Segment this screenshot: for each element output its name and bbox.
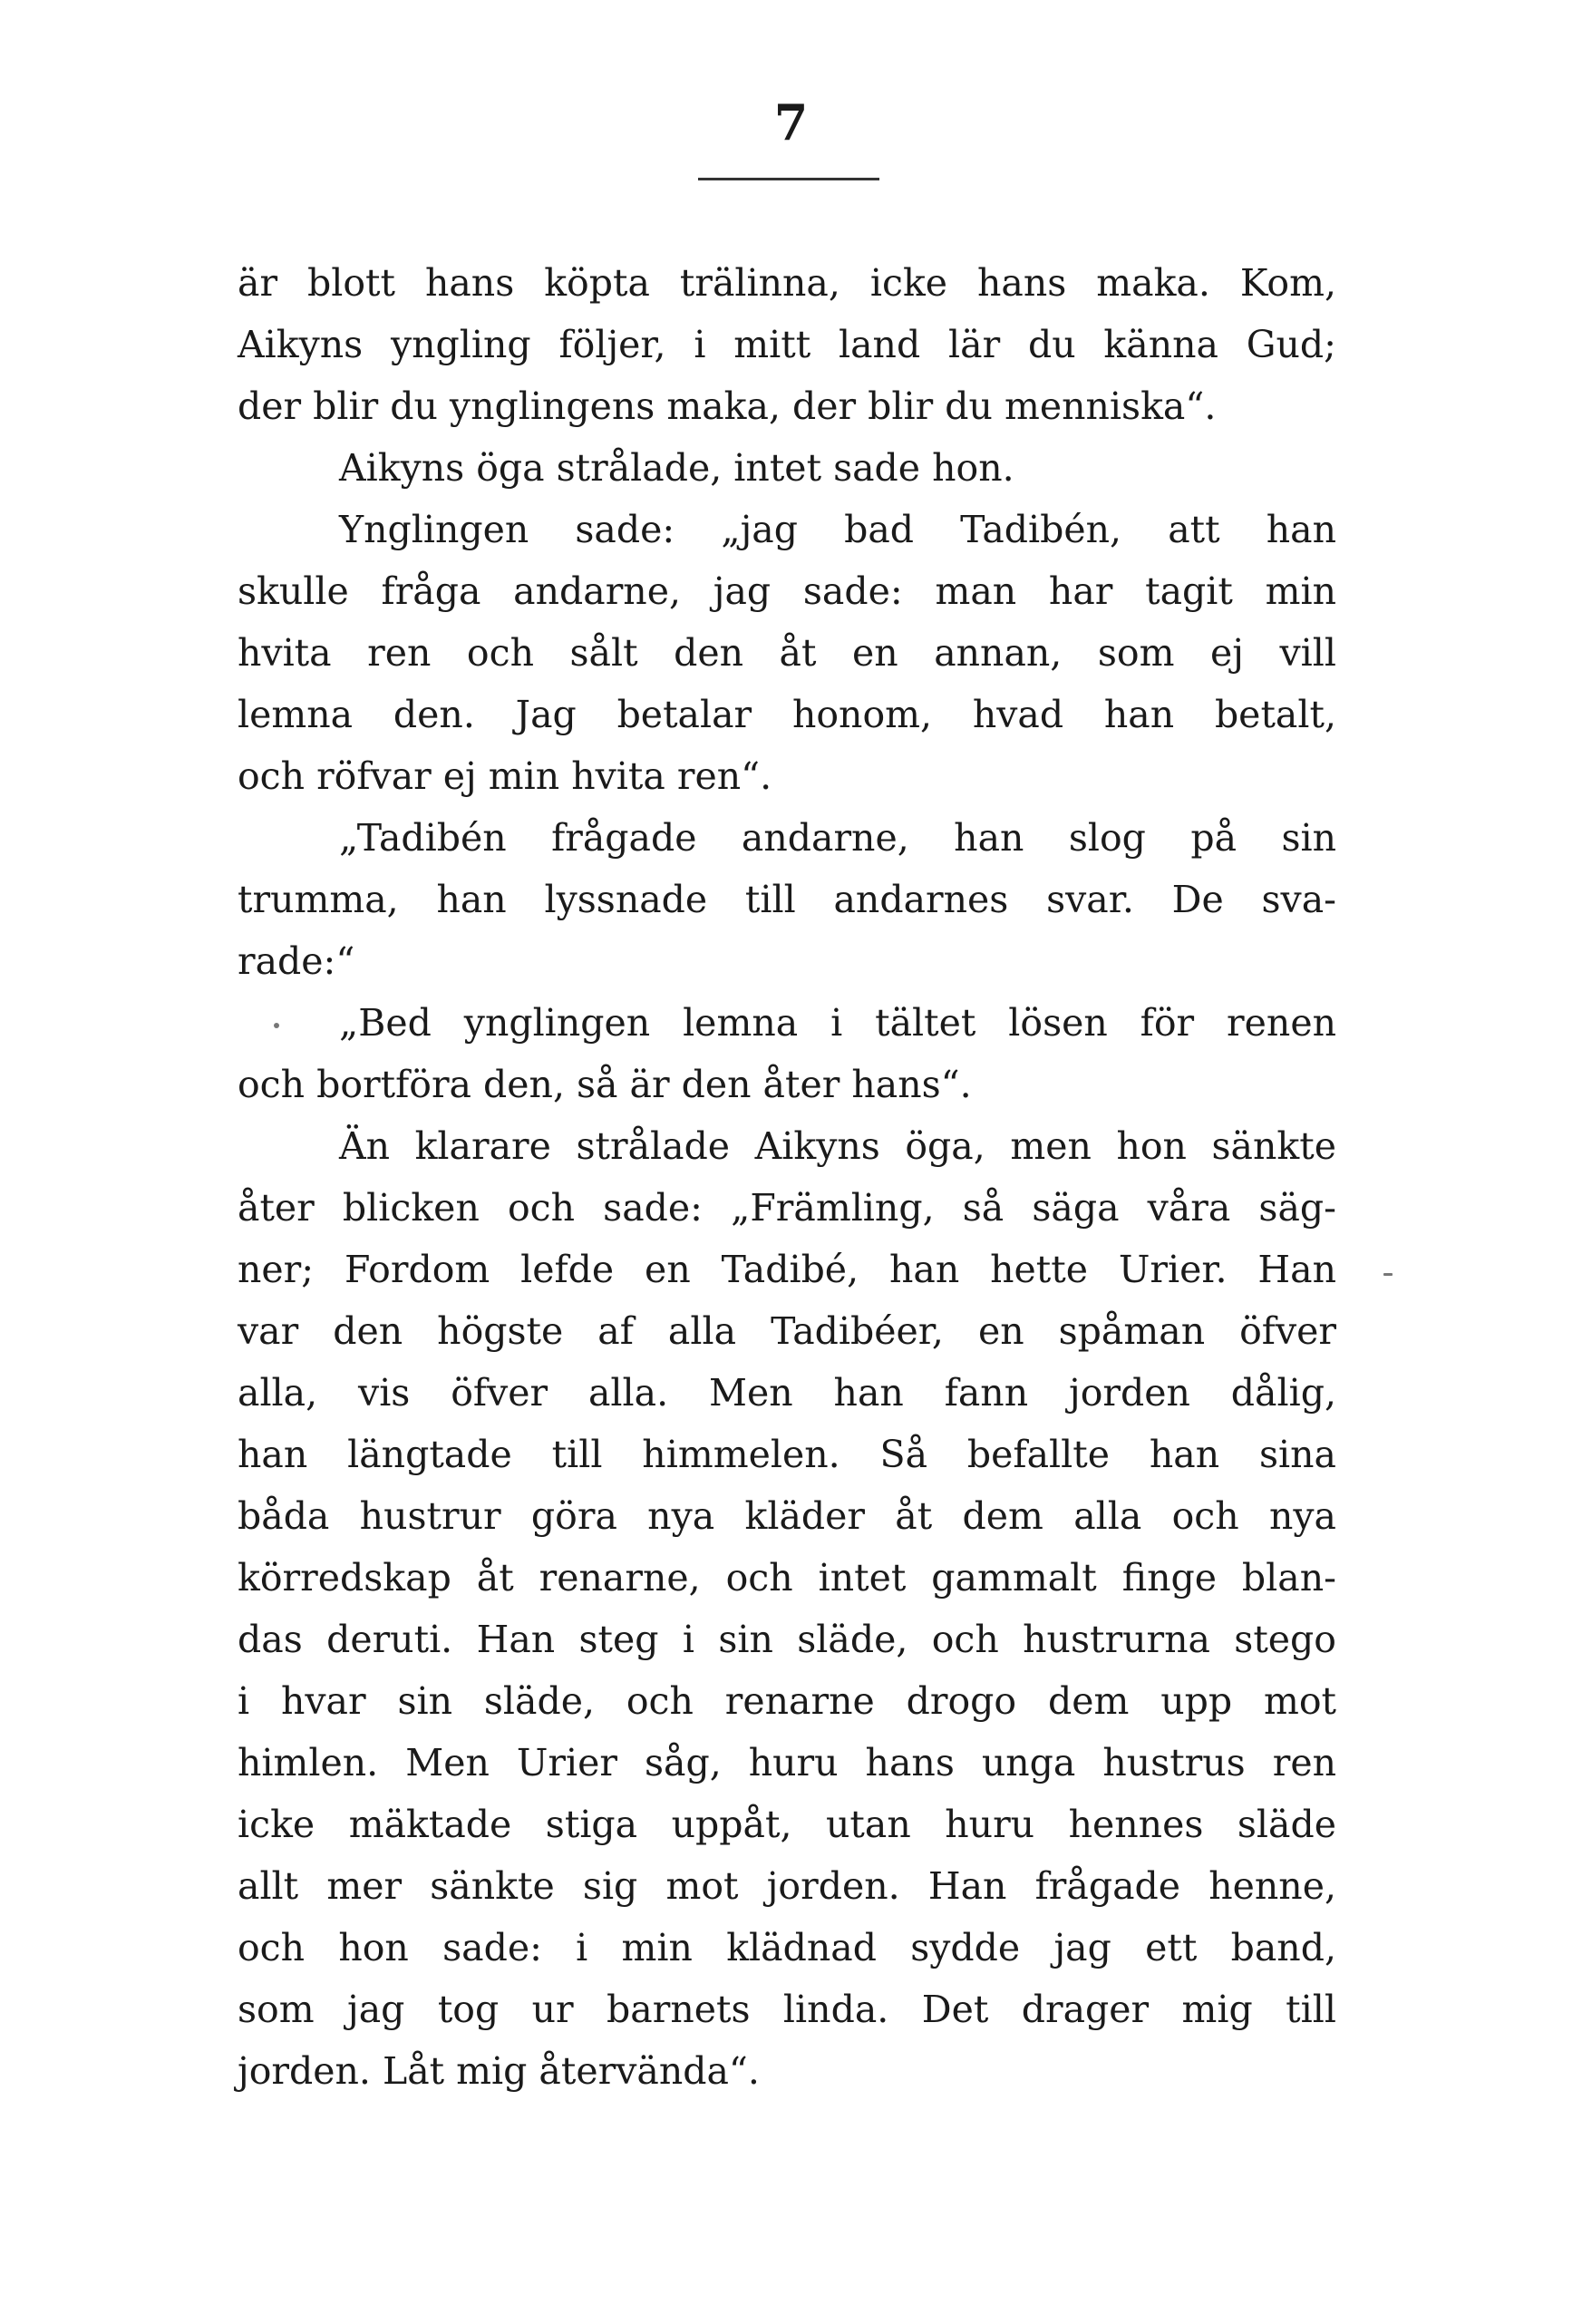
text-line: åter blicken och sade: „Främling, så säga våra säg-	[238, 1186, 1336, 1230]
text-line: das deruti. Han steg i sin släde, och hustrurna stego	[238, 1618, 1336, 1661]
body-text	[238, 252, 1336, 2102]
text-line: icke mäktade stiga uppåt, utan huru hennes släde	[238, 1803, 1336, 1846]
text-line: körredskap åt renarne, och intet gammalt finge blan-	[238, 1556, 1336, 1600]
text-line: allt mer sänkte sig mot jorden. Han frågade henne,	[238, 1864, 1336, 1908]
text-line: och röfvar ej min hvita ren“.	[238, 754, 772, 798]
text-line: ner; Fordom lefde en Tadibé, han hette Urier. Han	[238, 1248, 1336, 1291]
text-line: „Tadibén frågade andarne, han slog på sin	[339, 816, 1336, 860]
text-line: och hon sade: i min klädnad sydde jag ett band,	[238, 1926, 1336, 1969]
text-line: himlen. Men Urier såg, huru hans unga hustrus ren	[238, 1741, 1336, 1784]
header-rule	[698, 178, 879, 180]
text-line: som jag tog ur barnets linda. Det drager mig till	[238, 1988, 1336, 2031]
text-line: båda hustrur göra nya kläder åt dem alla och nya	[238, 1494, 1336, 1538]
stray-mark	[1383, 1273, 1393, 1276]
text-line: Aikyns yngling följer, i mitt land lär du känna Gud;	[238, 323, 1336, 366]
text-line: rade:“	[238, 939, 355, 983]
text-line: är blott hans köpta trälinna, icke hans maka. Kom,	[238, 261, 1336, 305]
text-line: lemna den. Jag betalar honom, hvad han betalt,	[238, 693, 1336, 736]
text-line: Aikyns öga strålade, intet sade hon.	[339, 446, 1014, 490]
text-line: „Bed ynglingen lemna i tältet lösen för renen	[339, 1001, 1336, 1045]
stray-mark	[274, 1023, 279, 1028]
text-line: var den högste af alla Tadibéer, en spåman öfver	[238, 1309, 1336, 1353]
text-line: skulle fråga andarne, jag sade: man har tagit min	[238, 569, 1336, 613]
text-line: der blir du ynglingens maka, der blir du menniska“.	[238, 384, 1217, 428]
text-line: och bortföra den, så är den åter hans“.	[238, 1063, 972, 1106]
text-line: han längtade till himmelen. Så befallte han sina	[238, 1433, 1336, 1476]
text-line: jorden. Låt mig återvända“.	[238, 2049, 760, 2093]
page-number: 7	[773, 93, 809, 151]
text-line: Ynglingen sade: „jag bad Tadibén, att han	[339, 508, 1336, 551]
text-line: trumma, han lyssnade till andarnes svar. De sva-	[238, 878, 1336, 921]
text-line: i hvar sin släde, och renarne drogo dem upp mot	[238, 1679, 1336, 1723]
text-line: Än klarare strålade Aikyns öga, men hon sänkte	[339, 1124, 1336, 1168]
text-line: hvita ren och sålt den åt en annan, som ej vill	[238, 631, 1336, 675]
text-line: alla, vis öfver alla. Men han fann jorden dålig,	[238, 1371, 1336, 1415]
